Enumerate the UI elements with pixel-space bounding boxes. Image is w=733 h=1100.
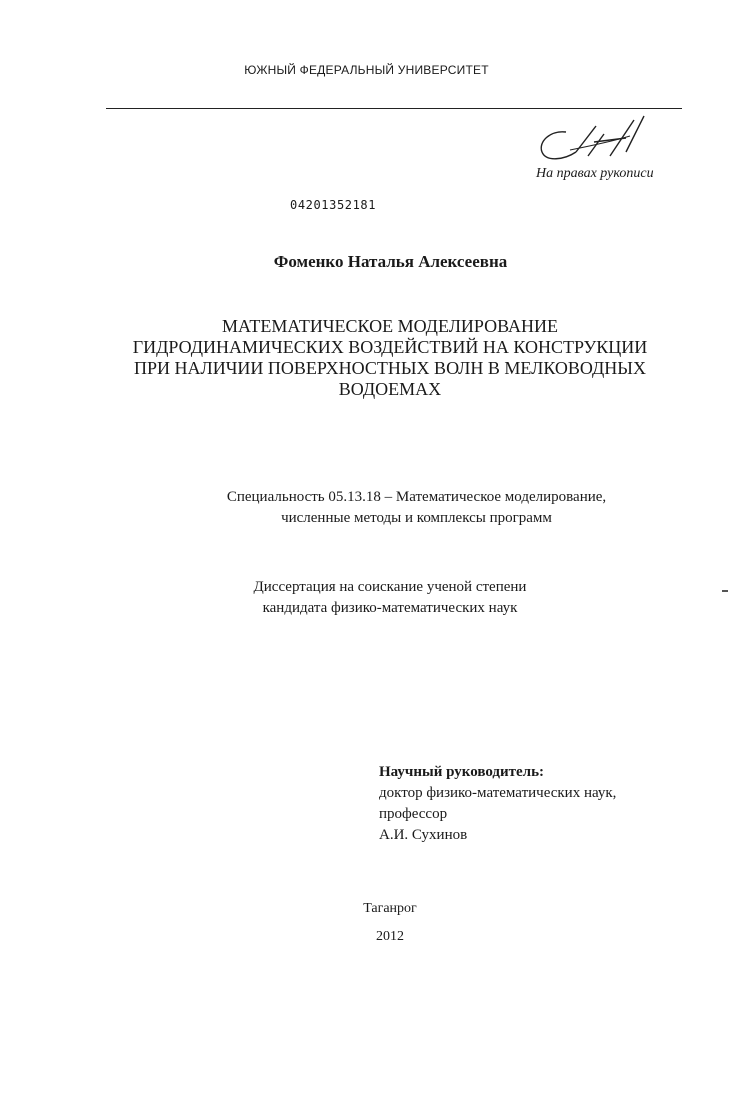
dissertation-title	[120, 316, 660, 400]
degree-line: Диссертация на соискание ученой степени	[253, 579, 527, 595]
advisor-degree: доктор физико-математических наук,	[379, 785, 617, 801]
manuscript-note: На правах рукописи	[536, 166, 654, 181]
header-rule	[106, 108, 682, 109]
specialty-line: численные методы и комплексы программ	[281, 510, 552, 526]
degree-statement	[200, 577, 580, 619]
signature	[530, 112, 650, 174]
title-line: ГИДРОДИНАМИЧЕСКИХ ВОЗДЕЙСТВИЙ НА КОНСТРУКЦИИ	[132, 337, 648, 357]
city: Таганрог	[363, 901, 417, 916]
title-line: ВОДОЕМАХ	[338, 379, 442, 399]
title-line: ПРИ НАЛИЧИИ ПОВЕРХНОСТНЫХ ВОЛН В МЕЛКОВОДНЫХ	[134, 358, 646, 378]
author-name: Фоменко Наталья Алексеевна	[273, 252, 508, 271]
specialty-line: Специальность 05.13.18 – Математическое моделирование,	[226, 489, 607, 505]
title-line: МАТЕМАТИЧЕСКОЕ МОДЕЛИРОВАНИЕ	[221, 316, 559, 336]
specialty	[180, 487, 653, 529]
catalog-number: 04201352181	[290, 198, 377, 212]
degree-line: кандидата физико-математических наук	[262, 600, 518, 616]
advisor-rank: профессор	[379, 806, 448, 822]
university-name: ЮЖНЫЙ ФЕДЕРАЛЬНЫЙ УНИВЕРСИТЕТ	[244, 63, 489, 77]
scientific-advisor	[379, 762, 699, 846]
advisor-name: А.И. Сухинов	[379, 827, 468, 843]
advisor-heading: Научный руководитель:	[379, 764, 544, 780]
scan-mark	[722, 590, 728, 592]
year: 2012	[376, 929, 404, 944]
